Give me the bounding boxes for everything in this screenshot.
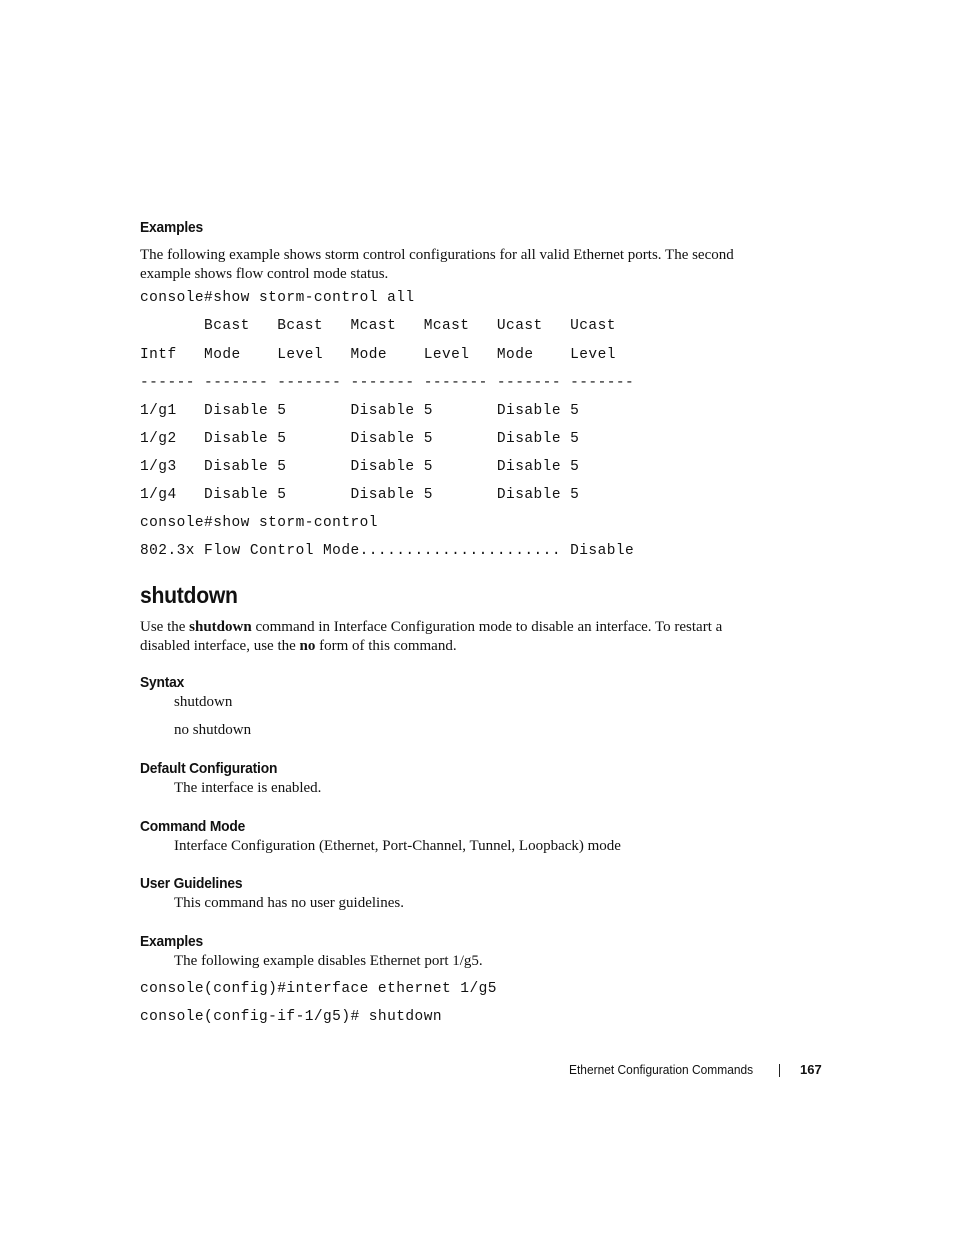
command-mode-text: Interface Configuration (Ethernet, Port-Channel, Tunnel, Loopback) mode (174, 838, 621, 854)
table-header-row-1: Bcast Bcast Mcast Mcast Ucast Ucast (140, 318, 616, 334)
footer-chapter-title: Ethernet Configuration Commands (569, 1062, 754, 1077)
code-flow-control-output: 802.3x Flow Control Mode...................... Disable (140, 543, 635, 559)
table-row: 1/g2 Disable 5 Disable 5 Disable 5 (140, 431, 580, 447)
table-header-row-2: Intf Mode Level Mode Level Mode Level (140, 347, 616, 363)
table-rule: ------ ------- ------- ------- ------- ------- ------- (140, 375, 635, 391)
no-keyword: no (299, 637, 316, 654)
default-configuration-text: The interface is enabled. (174, 780, 322, 796)
examples-text: The following example disables Ethernet port 1/g5. (174, 953, 483, 969)
syntax-heading: Syntax (140, 674, 185, 691)
table-row: 1/g1 Disable 5 Disable 5 Disable 5 (140, 403, 580, 419)
syntax-line: no shutdown (174, 722, 252, 738)
examples-intro: The following example shows storm control configurations for all valid Ethernet ports. The second example shows flow control mode status. (140, 247, 734, 282)
command-mode-heading: Command Mode (140, 818, 246, 835)
table-row: 1/g4 Disable 5 Disable 5 Disable 5 (140, 487, 580, 503)
examples-heading: Examples (140, 219, 203, 236)
command-title: shutdown (140, 582, 238, 608)
code-show-storm-control-all: console#show storm-control all (140, 290, 415, 306)
syntax-line: shutdown (174, 694, 233, 710)
default-configuration-heading: Default Configuration (140, 760, 278, 777)
user-guidelines-text: This command has no user guidelines. (174, 895, 404, 911)
code-shutdown: console(config-if-1/g5)# shutdown (140, 1009, 442, 1025)
user-guidelines-heading: User Guidelines (140, 875, 243, 892)
footer-separator (779, 1064, 780, 1077)
command-keyword: shutdown (189, 619, 252, 635)
code-show-storm-control: console#show storm-control (140, 515, 378, 531)
page-number: 167 (800, 1062, 822, 1077)
examples-heading: Examples (140, 933, 203, 950)
code-interface-ethernet: console(config)#interface ethernet 1/g5 (140, 981, 497, 997)
table-row: 1/g3 Disable 5 Disable 5 Disable 5 (140, 459, 580, 475)
command-description: Use the shutdown command in Interface Configuration mode to disable an interface. To restart a disabled interface, use the no form of this command. (140, 619, 723, 654)
